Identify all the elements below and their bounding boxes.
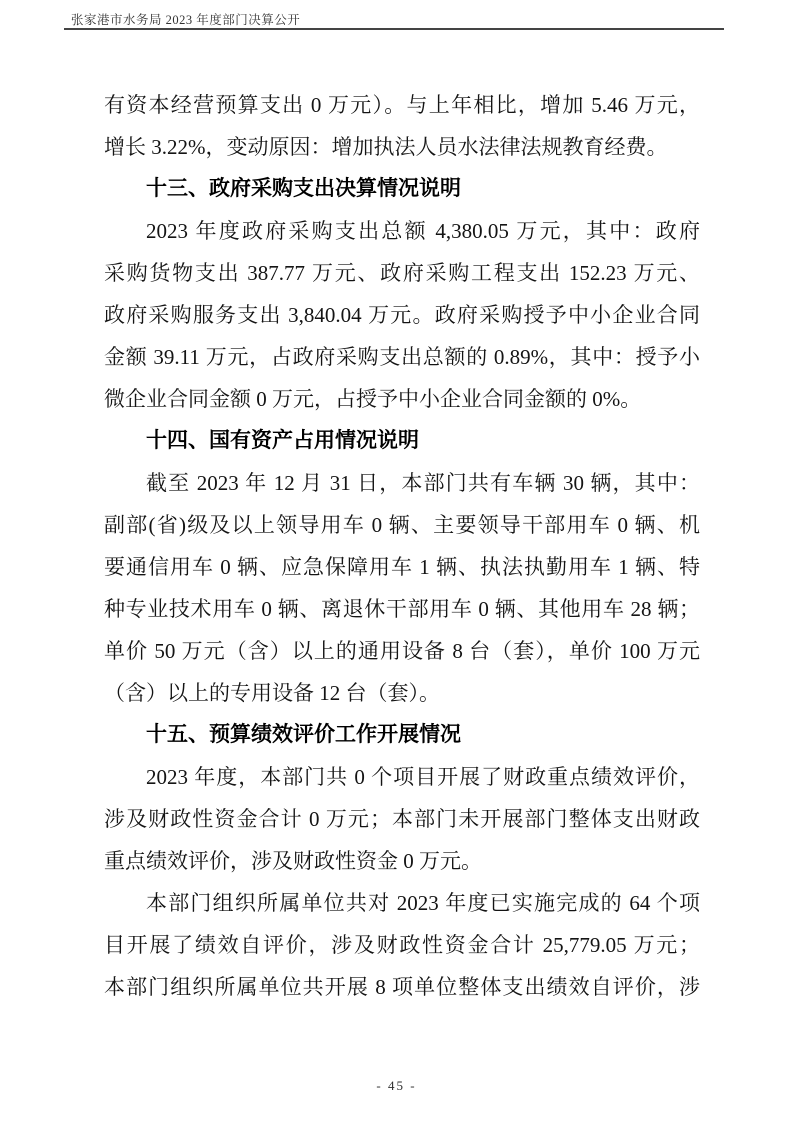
text-line: 截至 2023 年 12 月 31 日，本部门共有车辆 30 辆，其中： [146,471,700,495]
page-number: - 45 - [376,1078,417,1093]
text-line: （含）以上的专用设备 12 台（套）。 [104,681,440,705]
section-heading-13: 十三、政府采购支出决算情况说明 [146,177,461,200]
text-line: 增长 3.22%，变动原因：增加执法人员水法律法规教育经费。 [104,135,668,159]
text-line: 采购货物支出 387.77 万元、政府采购工程支出 152.23 万元、 [104,261,700,285]
text-line: 本部门组织所属单位共开展 8 项单位整体支出绩效自评价，涉 [104,975,700,999]
page-footer [0,1078,793,1094]
text-line: 重点绩效评价，涉及财政性资金 0 万元。 [104,849,482,873]
text-line: 副部(省)级及以上领导用车 0 辆、主要领导干部用车 0 辆、机 [104,513,700,537]
text-line: 金额 39.11 万元，占政府采购支出总额的 0.89%，其中：授予小 [104,345,700,369]
text-line: 本部门组织所属单位共对 2023 年度已实施完成的 64 个项 [146,891,700,915]
text-line: 单价 50 万元（含）以上的通用设备 8 台（套），单价 100 万元 [104,639,700,663]
text-line: 微企业合同金额 0 万元，占授予中小企业合同金额的 0%。 [104,387,642,411]
text-line: 政府采购服务支出 3,840.04 万元。政府采购授予中小企业合同 [104,303,700,327]
text-line: 种专业技术用车 0 辆、离退休干部用车 0 辆、其他用车 28 辆； [104,597,700,621]
text-line: 有资本经营预算支出 0 万元）。与上年相比，增加 5.46 万元， [104,93,700,117]
document-body [104,84,700,1008]
text-line: 2023 年度，本部门共 0 个项目开展了财政重点绩效评价， [146,765,700,789]
section-heading-14: 十四、国有资产占用情况说明 [146,429,419,452]
text-line: 目开展了绩效自评价，涉及财政性资金合计 25,779.05 万元； [104,933,700,957]
text-line: 要通信用车 0 辆、应急保障用车 1 辆、执法执勤用车 1 辆、特 [104,555,700,579]
text-line: 2023 年度政府采购支出总额 4,380.05 万元，其中：政府 [146,219,700,243]
header-title: 张家港市水务局 2023 年度部门决算公开 [71,13,301,27]
text-line: 涉及财政性资金合计 0 万元；本部门未开展部门整体支出财政 [104,807,700,831]
header-divider [64,28,724,30]
section-heading-15: 十五、预算绩效评价工作开展情况 [146,723,461,746]
